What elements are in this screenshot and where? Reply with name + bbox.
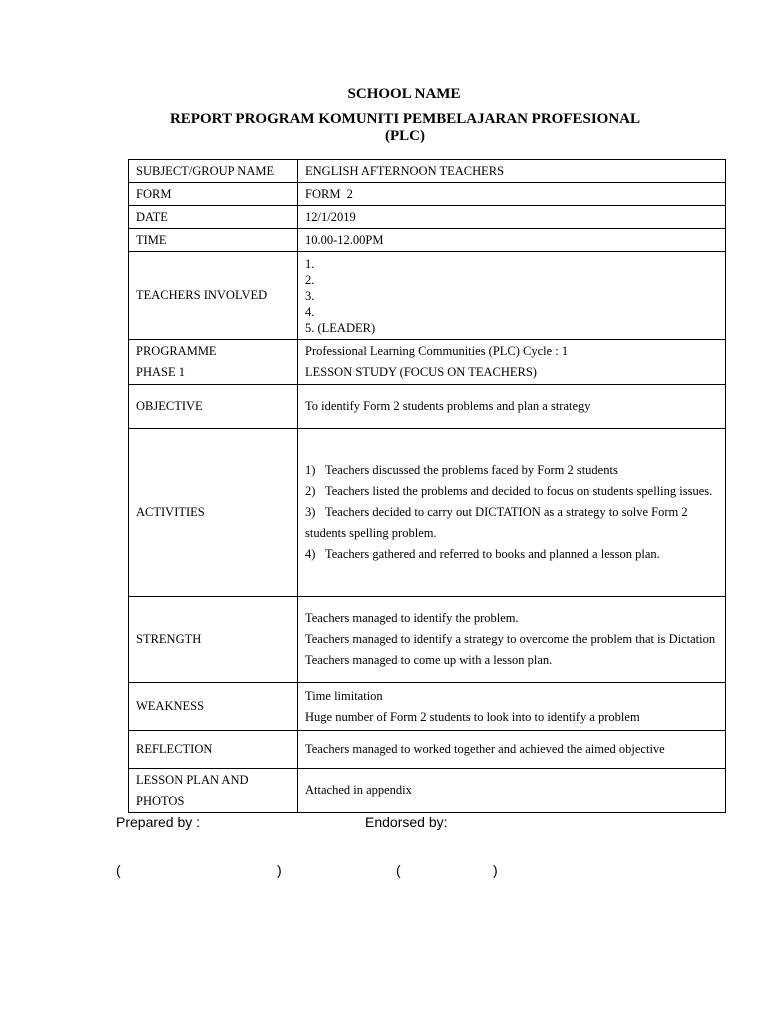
objective-label: OBJECTIVE: [129, 385, 298, 429]
teacher-item: 1.: [305, 256, 315, 271]
table-row: [129, 385, 726, 429]
objective-value: To identify Form 2 students problems and plan a strategy: [298, 385, 726, 429]
weakness-list: [298, 683, 726, 731]
phase-label: PHASE 1: [136, 365, 185, 379]
prepared-signature-open-paren: (: [116, 862, 121, 878]
activity-item: 4) Teachers gathered and referred to books and planned a lesson plan.: [305, 547, 660, 561]
activity-item: 1) Teachers discussed the problems faced by Form 2 students: [305, 463, 618, 477]
form-value: FORM 2: [298, 183, 726, 206]
strength-list: [298, 597, 726, 683]
weakness-item: Huge number of Form 2 students to look into to identify a problem: [305, 709, 640, 724]
date-label: DATE: [129, 206, 298, 229]
strength-item: Teachers managed to identify a strategy to overcome the problem that is Dictation: [305, 632, 716, 646]
table-row: [129, 340, 726, 385]
form-label: FORM: [129, 183, 298, 206]
table-row: [129, 183, 726, 206]
table-row: [129, 731, 726, 769]
teachers-list: [298, 252, 726, 340]
weakness-label: WEAKNESS: [129, 683, 298, 731]
table-row: [129, 229, 726, 252]
teachers-label: TEACHERS INVOLVED: [129, 252, 298, 340]
time-value: 10.00-12.00PM: [298, 229, 726, 252]
teacher-item: 5. (LEADER): [305, 320, 376, 335]
table-row: [129, 206, 726, 229]
programme-value: Professional Learning Communities (PLC) Cycle : 1: [305, 344, 569, 358]
activity-item: 3) Teachers decided to carry out DICTATION as a strategy to solve Form 2 students spelling problem.: [305, 505, 688, 540]
report-table: [128, 159, 726, 813]
table-row: [129, 769, 726, 813]
subject-value: ENGLISH AFTERNOON TEACHERS: [298, 160, 726, 183]
teacher-item: 4.: [305, 304, 315, 319]
prepared-by-label: Prepared by :: [116, 814, 201, 830]
activities-list: [298, 429, 726, 597]
school-name: SCHOOL NAME: [347, 86, 461, 102]
strength-label: STRENGTH: [129, 597, 298, 683]
lesson-plan-label: LESSON PLAN AND PHOTOS: [129, 769, 298, 813]
teacher-item: 2.: [305, 272, 315, 287]
report-title: REPORT PROGRAM KOMUNITI PEMBELAJARAN PROFESIONAL (PLC): [169, 111, 641, 144]
phase-value: LESSON STUDY (FOCUS ON TEACHERS): [305, 365, 537, 379]
programme-value-cell: [298, 340, 726, 385]
endorsed-by-label: Endorsed by:: [365, 814, 448, 830]
strength-item: Teachers managed to identify the problem.: [305, 611, 519, 625]
table-row: [129, 429, 726, 597]
weakness-item: Time limitation: [305, 688, 383, 703]
endorsed-signature-open-paren: (: [396, 862, 401, 878]
strength-item: Teachers managed to come up with a lesson plan.: [305, 653, 553, 667]
prepared-signature-close-paren: ): [277, 862, 282, 878]
programme-cell: [129, 340, 298, 385]
table-row: [129, 597, 726, 683]
endorsed-signature-close-paren: ): [493, 862, 498, 878]
reflection-value: Teachers managed to worked together and achieved the aimed objective: [298, 731, 726, 769]
subject-label: SUBJECT/GROUP NAME: [129, 160, 298, 183]
table-row: [129, 160, 726, 183]
programme-label: PROGRAMME: [136, 344, 217, 358]
date-value: 12/1/2019: [298, 206, 726, 229]
activity-item: 2) Teachers listed the problems and decided to focus on students spelling issues.: [305, 484, 713, 498]
table-row: [129, 683, 726, 731]
table-row: [129, 252, 726, 340]
activities-label: ACTIVITIES: [129, 429, 298, 597]
reflection-label: REFLECTION: [129, 731, 298, 769]
time-label: TIME: [129, 229, 298, 252]
lesson-plan-value: Attached in appendix: [298, 769, 726, 813]
teacher-item: 3.: [305, 288, 315, 303]
